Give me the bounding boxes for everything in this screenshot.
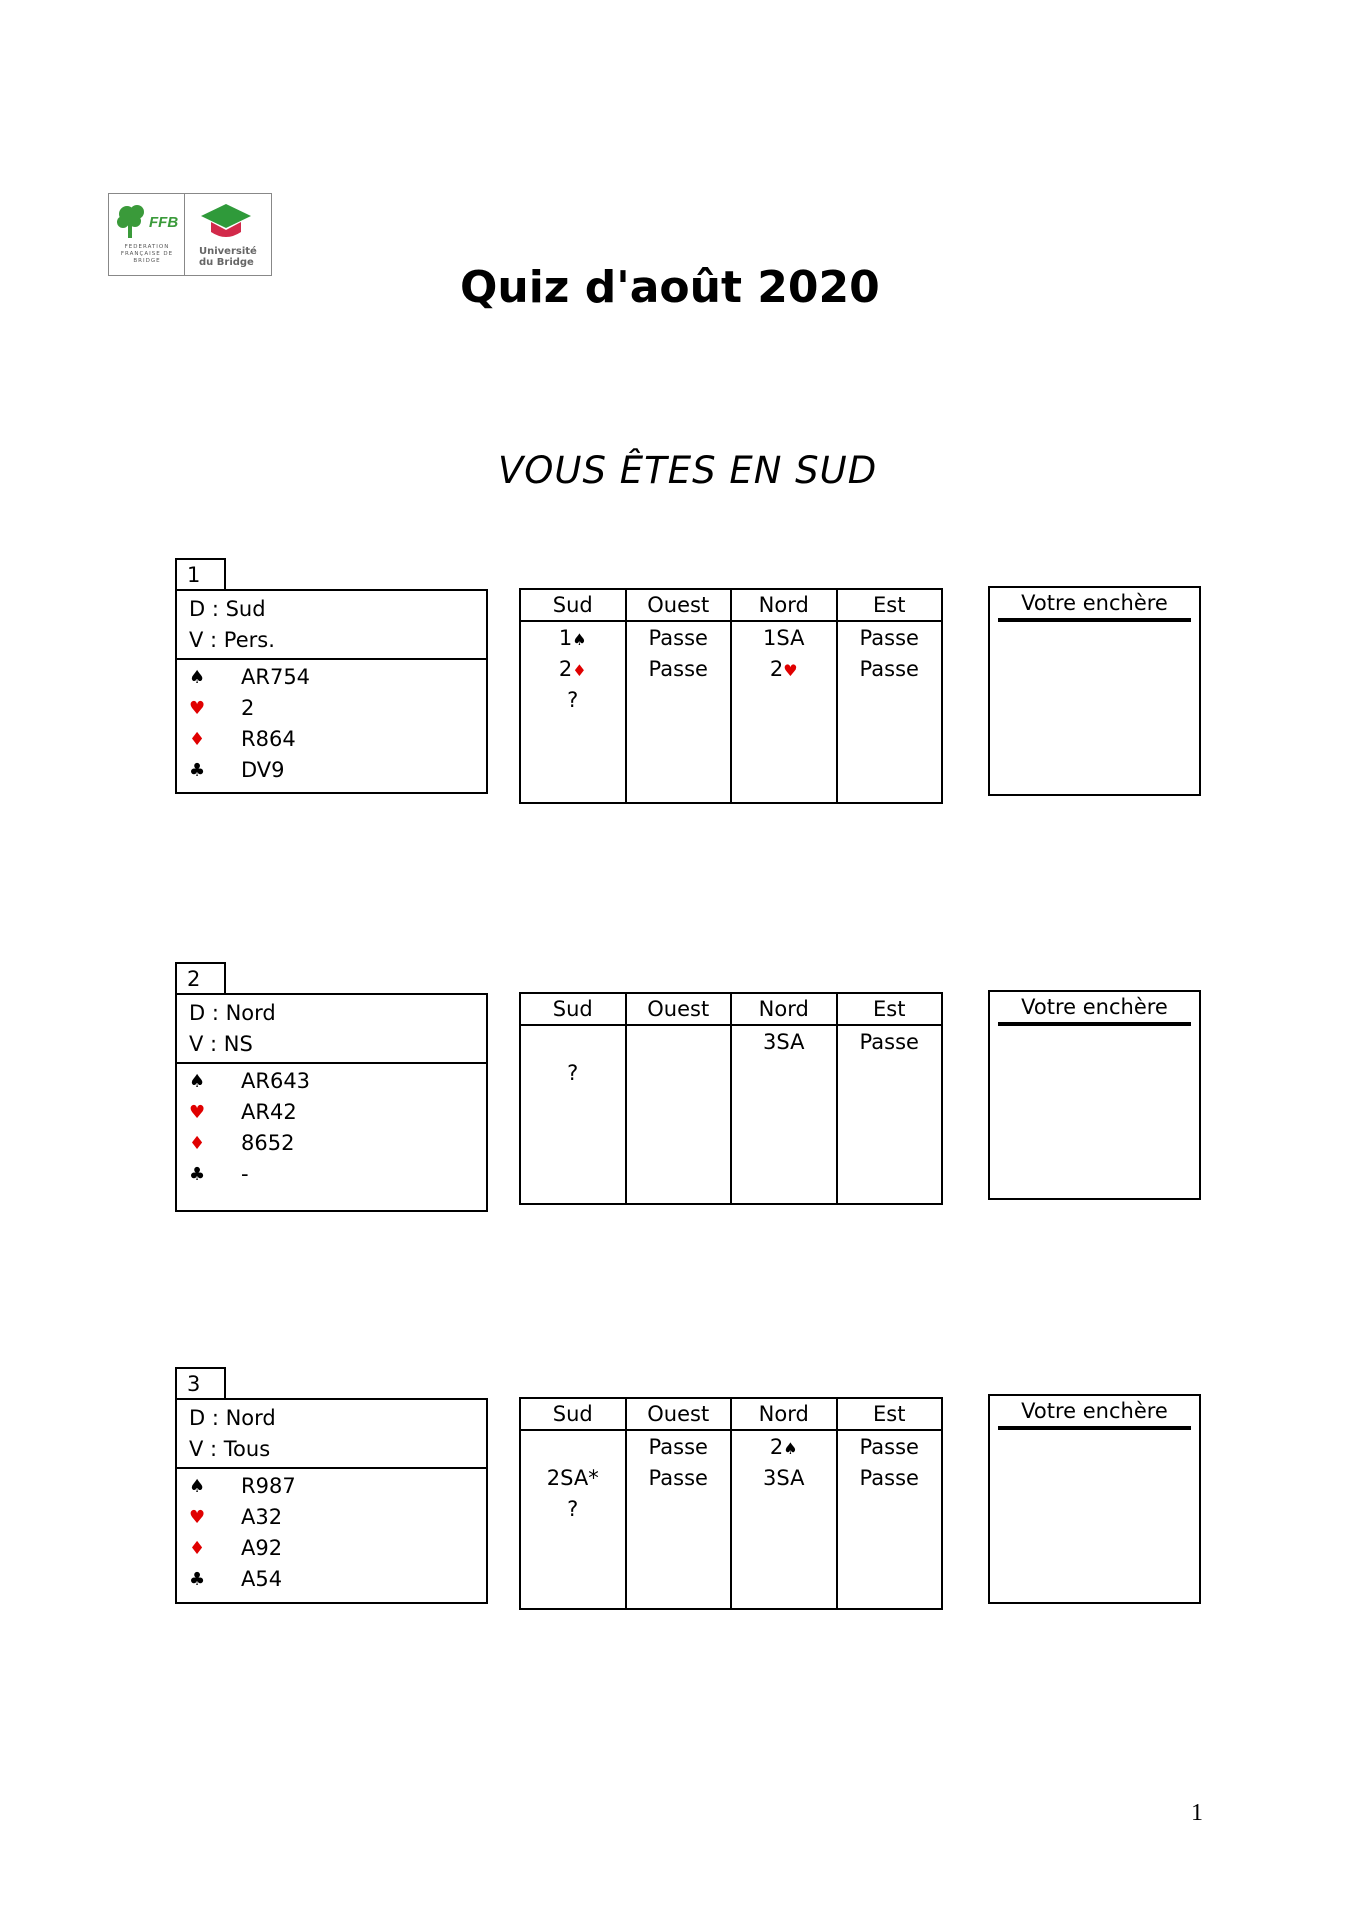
hand-box bbox=[175, 993, 488, 1212]
univ-logo-text bbox=[199, 246, 257, 268]
bid-column-est bbox=[838, 590, 942, 802]
diamonds-cards: 8652 bbox=[241, 1131, 295, 1155]
bid-header-ouest: Ouest bbox=[627, 590, 731, 622]
diamond-icon: ♦ bbox=[189, 729, 206, 750]
bid-column-sud bbox=[521, 590, 627, 802]
hand-cards bbox=[177, 1469, 486, 1595]
bid-cell: Passe bbox=[859, 626, 919, 650]
bid-column-nord bbox=[732, 1399, 838, 1608]
bid-cell bbox=[521, 1026, 625, 1057]
bid-cell: Passe bbox=[859, 1466, 919, 1490]
bid-cell bbox=[732, 1057, 836, 1088]
bid-column-ouest bbox=[627, 1399, 733, 1608]
diamond-icon: ♦ bbox=[189, 1538, 206, 1559]
dealer: D : Nord bbox=[189, 1406, 276, 1430]
page-number: 1 bbox=[1191, 1800, 1203, 1826]
bid-cell: 3SA bbox=[763, 1030, 805, 1054]
hand-cards bbox=[177, 1064, 486, 1190]
bid-cell: ? bbox=[567, 688, 579, 712]
spades-cards: AR643 bbox=[241, 1069, 311, 1093]
graduation-cap-icon bbox=[199, 202, 253, 242]
univ-logo bbox=[185, 194, 271, 275]
quiz-number: 2 bbox=[175, 962, 226, 993]
hand-box bbox=[175, 589, 488, 794]
club-icon: ♣ bbox=[189, 1164, 206, 1185]
dealer: D : Nord bbox=[189, 1001, 276, 1025]
hearts-cards: AR42 bbox=[241, 1100, 297, 1124]
diamonds-cards: A92 bbox=[241, 1536, 283, 1560]
club-icon: ♣ bbox=[189, 1569, 206, 1590]
heart-icon: ♥ bbox=[783, 661, 798, 680]
hearts-cards: 2 bbox=[241, 696, 255, 720]
spades-cards: AR754 bbox=[241, 665, 311, 689]
bid-header-sud: Sud bbox=[521, 1399, 625, 1431]
spade-icon: ♠ bbox=[189, 667, 206, 688]
bidding-table bbox=[519, 992, 943, 1205]
bid-cell: ? bbox=[567, 1497, 579, 1521]
answer-label: Votre enchère bbox=[998, 588, 1191, 622]
answer-box[interactable] bbox=[988, 1394, 1201, 1604]
bid-cell: 1SA bbox=[763, 626, 805, 650]
diamonds-cards: R864 bbox=[241, 727, 296, 751]
quiz-number: 1 bbox=[175, 558, 226, 589]
bid-header-ouest: Ouest bbox=[627, 994, 731, 1026]
bid-cell bbox=[627, 1026, 731, 1057]
bid-cell bbox=[732, 1493, 836, 1524]
hearts-cards: A32 bbox=[241, 1505, 283, 1529]
bid-header-nord: Nord bbox=[732, 590, 836, 622]
bid-cell: 2SA* bbox=[546, 1466, 599, 1490]
spade-icon: ♠ bbox=[189, 1071, 206, 1092]
hand-info bbox=[177, 995, 486, 1064]
bid-header-ouest: Ouest bbox=[627, 1399, 731, 1431]
bid-cell: Passe bbox=[648, 1466, 708, 1490]
bidding-table bbox=[519, 588, 943, 804]
bid-cell bbox=[838, 1057, 942, 1088]
club-icon: ♣ bbox=[189, 760, 206, 781]
bid-cell: ? bbox=[567, 1061, 579, 1085]
hand-cards bbox=[177, 660, 486, 786]
ffb-logo bbox=[108, 193, 272, 276]
hand-info bbox=[177, 591, 486, 660]
bid-cell: Passe bbox=[859, 1030, 919, 1054]
vulnerability: V : NS bbox=[189, 1032, 253, 1056]
bid-column-est bbox=[838, 1399, 942, 1608]
diamond-icon: ♦ bbox=[572, 661, 587, 680]
bid-cell: Passe bbox=[859, 657, 919, 681]
bidding-table bbox=[519, 1397, 943, 1610]
diamond-icon: ♦ bbox=[189, 1133, 206, 1154]
ffb-logo-subtext: FEDERATION FRANÇAISE DE BRIDGE bbox=[120, 244, 174, 264]
bid-column-ouest bbox=[627, 590, 733, 802]
answer-label: Votre enchère bbox=[998, 1396, 1191, 1430]
bid-cell bbox=[521, 1431, 625, 1462]
page-title: Quiz d'août 2020 bbox=[460, 262, 880, 313]
bid-header-sud: Sud bbox=[521, 590, 625, 622]
hand-box bbox=[175, 1398, 488, 1604]
bid-cell: 2♠ bbox=[769, 1435, 798, 1459]
bid-cell bbox=[627, 1088, 731, 1119]
answer-box[interactable] bbox=[988, 990, 1201, 1200]
heart-icon: ♥ bbox=[189, 698, 206, 719]
dealer: D : Sud bbox=[189, 597, 266, 621]
bid-cell bbox=[627, 1493, 731, 1524]
bid-header-nord: Nord bbox=[732, 1399, 836, 1431]
bid-cell: 2♦ bbox=[558, 657, 587, 681]
bid-cell bbox=[838, 1493, 942, 1524]
bid-cell bbox=[732, 684, 836, 715]
bid-cell: Passe bbox=[648, 657, 708, 681]
bid-cell bbox=[838, 1088, 942, 1119]
bid-cell bbox=[627, 684, 731, 715]
answer-label: Votre enchère bbox=[998, 992, 1191, 1026]
bid-cell: Passe bbox=[648, 1435, 708, 1459]
bid-column-nord bbox=[732, 590, 838, 802]
heart-icon: ♥ bbox=[189, 1507, 206, 1528]
bid-cell: 3SA bbox=[763, 1466, 805, 1490]
spades-cards: R987 bbox=[241, 1474, 296, 1498]
bid-cell bbox=[627, 1057, 731, 1088]
univ-logo-line1: Université bbox=[199, 246, 257, 257]
ffb-logo-left bbox=[109, 194, 185, 275]
bid-cell: 1♠ bbox=[558, 626, 587, 650]
spade-icon: ♠ bbox=[783, 1439, 798, 1458]
spade-icon: ♠ bbox=[189, 1476, 206, 1497]
vulnerability: V : Pers. bbox=[189, 628, 275, 652]
answer-box[interactable] bbox=[988, 586, 1201, 796]
bid-column-nord bbox=[732, 994, 838, 1203]
bid-column-ouest bbox=[627, 994, 733, 1203]
bid-column-sud bbox=[521, 1399, 627, 1608]
bid-cell bbox=[732, 1088, 836, 1119]
bid-column-sud bbox=[521, 994, 627, 1203]
quiz-number: 3 bbox=[175, 1367, 226, 1398]
bid-cell bbox=[838, 684, 942, 715]
hand-info bbox=[177, 1400, 486, 1469]
bid-cell bbox=[521, 1088, 625, 1119]
vulnerability: V : Tous bbox=[189, 1437, 271, 1461]
bid-cell: Passe bbox=[859, 1435, 919, 1459]
clubs-cards: - bbox=[241, 1162, 249, 1186]
ffb-logo-text: FFB bbox=[149, 214, 179, 231]
bid-header-est: Est bbox=[838, 590, 942, 622]
bid-header-est: Est bbox=[838, 1399, 942, 1431]
bid-column-est bbox=[838, 994, 942, 1203]
heart-icon: ♥ bbox=[189, 1102, 206, 1123]
bid-cell: Passe bbox=[648, 626, 708, 650]
bid-cell: 2♥ bbox=[769, 657, 798, 681]
page-subtitle: VOUS ÊTES EN SUD bbox=[498, 449, 878, 492]
clubs-cards: A54 bbox=[241, 1567, 283, 1591]
clubs-cards: DV9 bbox=[241, 758, 285, 782]
spade-icon: ♠ bbox=[572, 630, 587, 649]
bid-header-est: Est bbox=[838, 994, 942, 1026]
bid-header-nord: Nord bbox=[732, 994, 836, 1026]
univ-logo-line2: du Bridge bbox=[199, 257, 254, 268]
bid-header-sud: Sud bbox=[521, 994, 625, 1026]
